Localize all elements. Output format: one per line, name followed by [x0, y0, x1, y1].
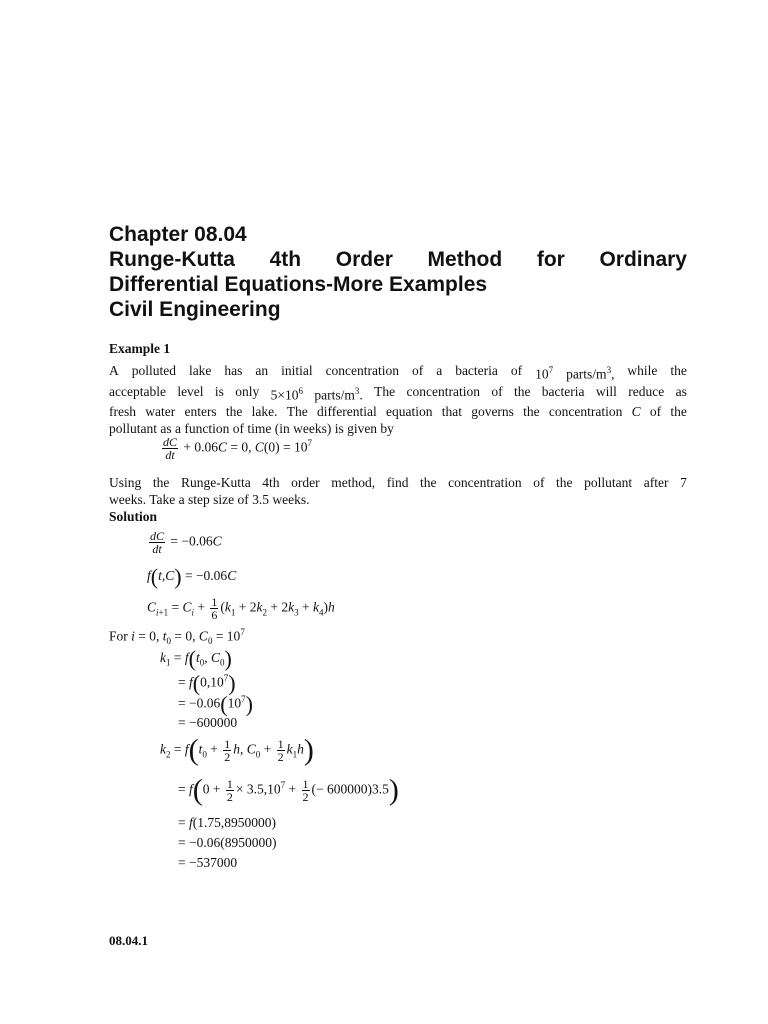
k2-step-3: = −0.06(8950000) — [178, 835, 277, 850]
chapter-title-line-2: Differential Equations-More Examples — [109, 273, 488, 296]
k1-result: = −600000 — [178, 715, 238, 730]
title-word: for — [536, 248, 565, 271]
rk4-formula: $C_{i+1} = C_i$ + $\frac{1}{6}$ $(k_1 + 2k_2 + 2k_3 + k_4)h$ — [147, 595, 335, 622]
k2-result: = −537000 — [178, 855, 238, 870]
paragraph-line: A polluted lake has an initial concentration of a bacteria of $10^7$ parts/$m^3$, while the — [109, 363, 687, 382]
title-word: Runge-Kutta — [109, 248, 235, 271]
function-definition: f(t,C) = −0.06C — [147, 563, 237, 589]
governing-equation: $\frac{dC}{dt}$ + 0.06C = 0, $C(0) = 10^7$ — [163, 435, 313, 462]
k1-step-1: = $f(0,10^7)$ — [178, 670, 236, 696]
paragraph-line: acceptable level is only $5\times 10^6$ parts/$m^3$. The concentration of the bacteria will reduce as — [109, 383, 687, 402]
paragraph-line: weeks. Take a step size of 3.5 weeks. — [109, 492, 310, 507]
page-number: 08.04.1 — [109, 933, 148, 948]
paragraph-line: fresh water enters the lake. The differential equation that governs the concentration C of the — [109, 404, 687, 419]
k1-definition: $k_1 = f(t_0$, $C_0$) — [160, 645, 232, 671]
problem-paragraph — [109, 362, 687, 437]
k2-step-1: = f(0 + $\frac{1}{2}$ × $3.5,10^7$ + $\frac{1}{2}$ (− 600000)3.5) — [178, 773, 399, 807]
paragraph-line: Using the Runge-Kutta 4th order method, find the concentration of the pollutant after 7 — [109, 475, 687, 490]
title-word: 4th — [269, 248, 302, 271]
example-label: Example 1 — [109, 341, 171, 356]
paragraph-line: pollutant as a function of time (in weeks) is given by — [109, 421, 394, 436]
k2-step-2: = f(1.75,8950000) — [178, 815, 277, 830]
chapter-subject: Civil Engineering — [109, 298, 281, 321]
title-word: Ordinary — [599, 248, 687, 271]
ode-rearranged: $\frac{dC}{dt}$ = −0.06C — [150, 529, 222, 556]
initial-conditions: For i = 0, $t_0 = 0$, $C_0 = 10^7$ — [109, 627, 245, 647]
chapter-number: Chapter 08.04 — [109, 223, 247, 246]
k2-definition: $k_2 = f(t_0$ + $\frac{1}{2}$ h, $C_0$ + $\frac{1}{2}$ $k_1h$) — [160, 733, 314, 767]
title-word: Order — [335, 248, 393, 271]
k1-step-2: = $-0.06(10^7)$ — [178, 691, 253, 717]
task-paragraph — [109, 474, 687, 508]
title-word: Method — [427, 248, 503, 271]
solution-label: Solution — [109, 509, 158, 524]
chapter-title-line-1 — [109, 247, 687, 272]
